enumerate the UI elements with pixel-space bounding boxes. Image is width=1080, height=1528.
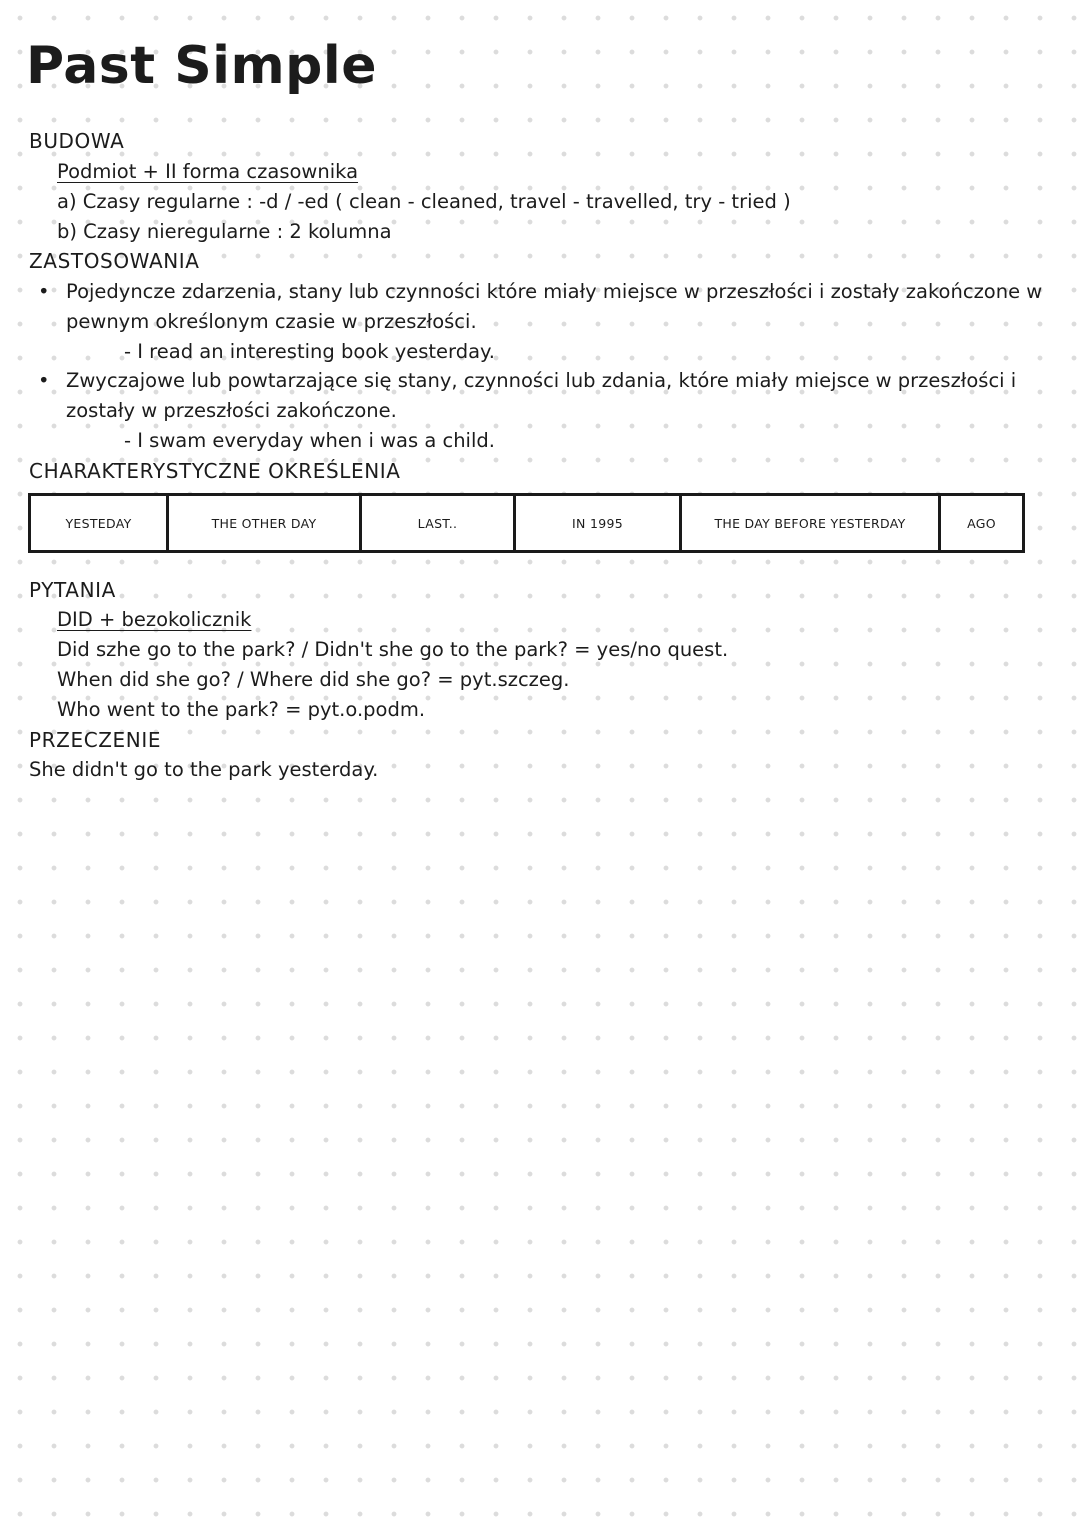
question-example: Did szhe go to the park? / Didn't she go to the park? = yes/no quest. [57, 638, 729, 661]
bullet-icon: • [38, 369, 50, 392]
page-title: Past Simple [26, 36, 377, 96]
section-heading-okreslenia: CHARAKTERYSTYCZNE OKREŚLENIA [29, 459, 401, 483]
budowa-irregular: b) Czasy nieregularne : 2 kolumna [57, 220, 392, 243]
section-heading-zastosowania: ZASTOSOWANIA [29, 249, 200, 273]
time-expression-cell: IN 1995 [516, 496, 682, 550]
pytania-formula: DID + bezokolicznik [57, 608, 252, 631]
section-heading-budowa: BUDOWA [29, 129, 125, 153]
usage-2-line-2: zostały w przeszłości zakończone. [66, 399, 397, 422]
time-expression-cell: AGO [967, 515, 996, 531]
budowa-regular: a) Czasy regularne : -d / -ed ( clean - cleaned, travel - travelled, try - tried ) [57, 190, 791, 213]
usage-1-line-2: pewnym określonym czasie w przeszłości. [66, 310, 477, 333]
question-example: When did she go? / Where did she go? = pyt.szczeg. [57, 668, 570, 691]
bullet-icon: • [38, 280, 50, 303]
section-heading-przeczenie: PRZECZENIE [29, 728, 162, 752]
usage-2-example: - I swam everyday when i was a child. [124, 429, 495, 452]
negation-example: She didn't go to the park yesterday. [29, 758, 379, 781]
budowa-formula: Podmiot + II forma czasownika [57, 160, 359, 183]
usage-1-example: - I read an interesting book yesterday. [124, 340, 495, 363]
question-example: Who went to the park? = pyt.o.podm. [57, 698, 426, 721]
usage-1-line-1: Pojedyncze zdarzenia, stany lub czynności które miały miejsce w przeszłości i zostały zakończone w [66, 280, 1043, 303]
time-expression-cell: LAST.. [362, 496, 516, 550]
time-expression-cell: YESTEDAY [31, 496, 169, 550]
usage-2-line-1: Zwyczajowe lub powtarzające się stany, czynności lub zdania, które miały miejsce w przeszłości i [66, 369, 1017, 392]
time-expression-cell: THE OTHER DAY [169, 496, 362, 550]
section-heading-pytania: PYTANIA [29, 578, 116, 602]
time-expressions-table [28, 493, 1025, 553]
time-expression-cell: THE DAY BEFORE YESTERDAY [682, 496, 941, 550]
